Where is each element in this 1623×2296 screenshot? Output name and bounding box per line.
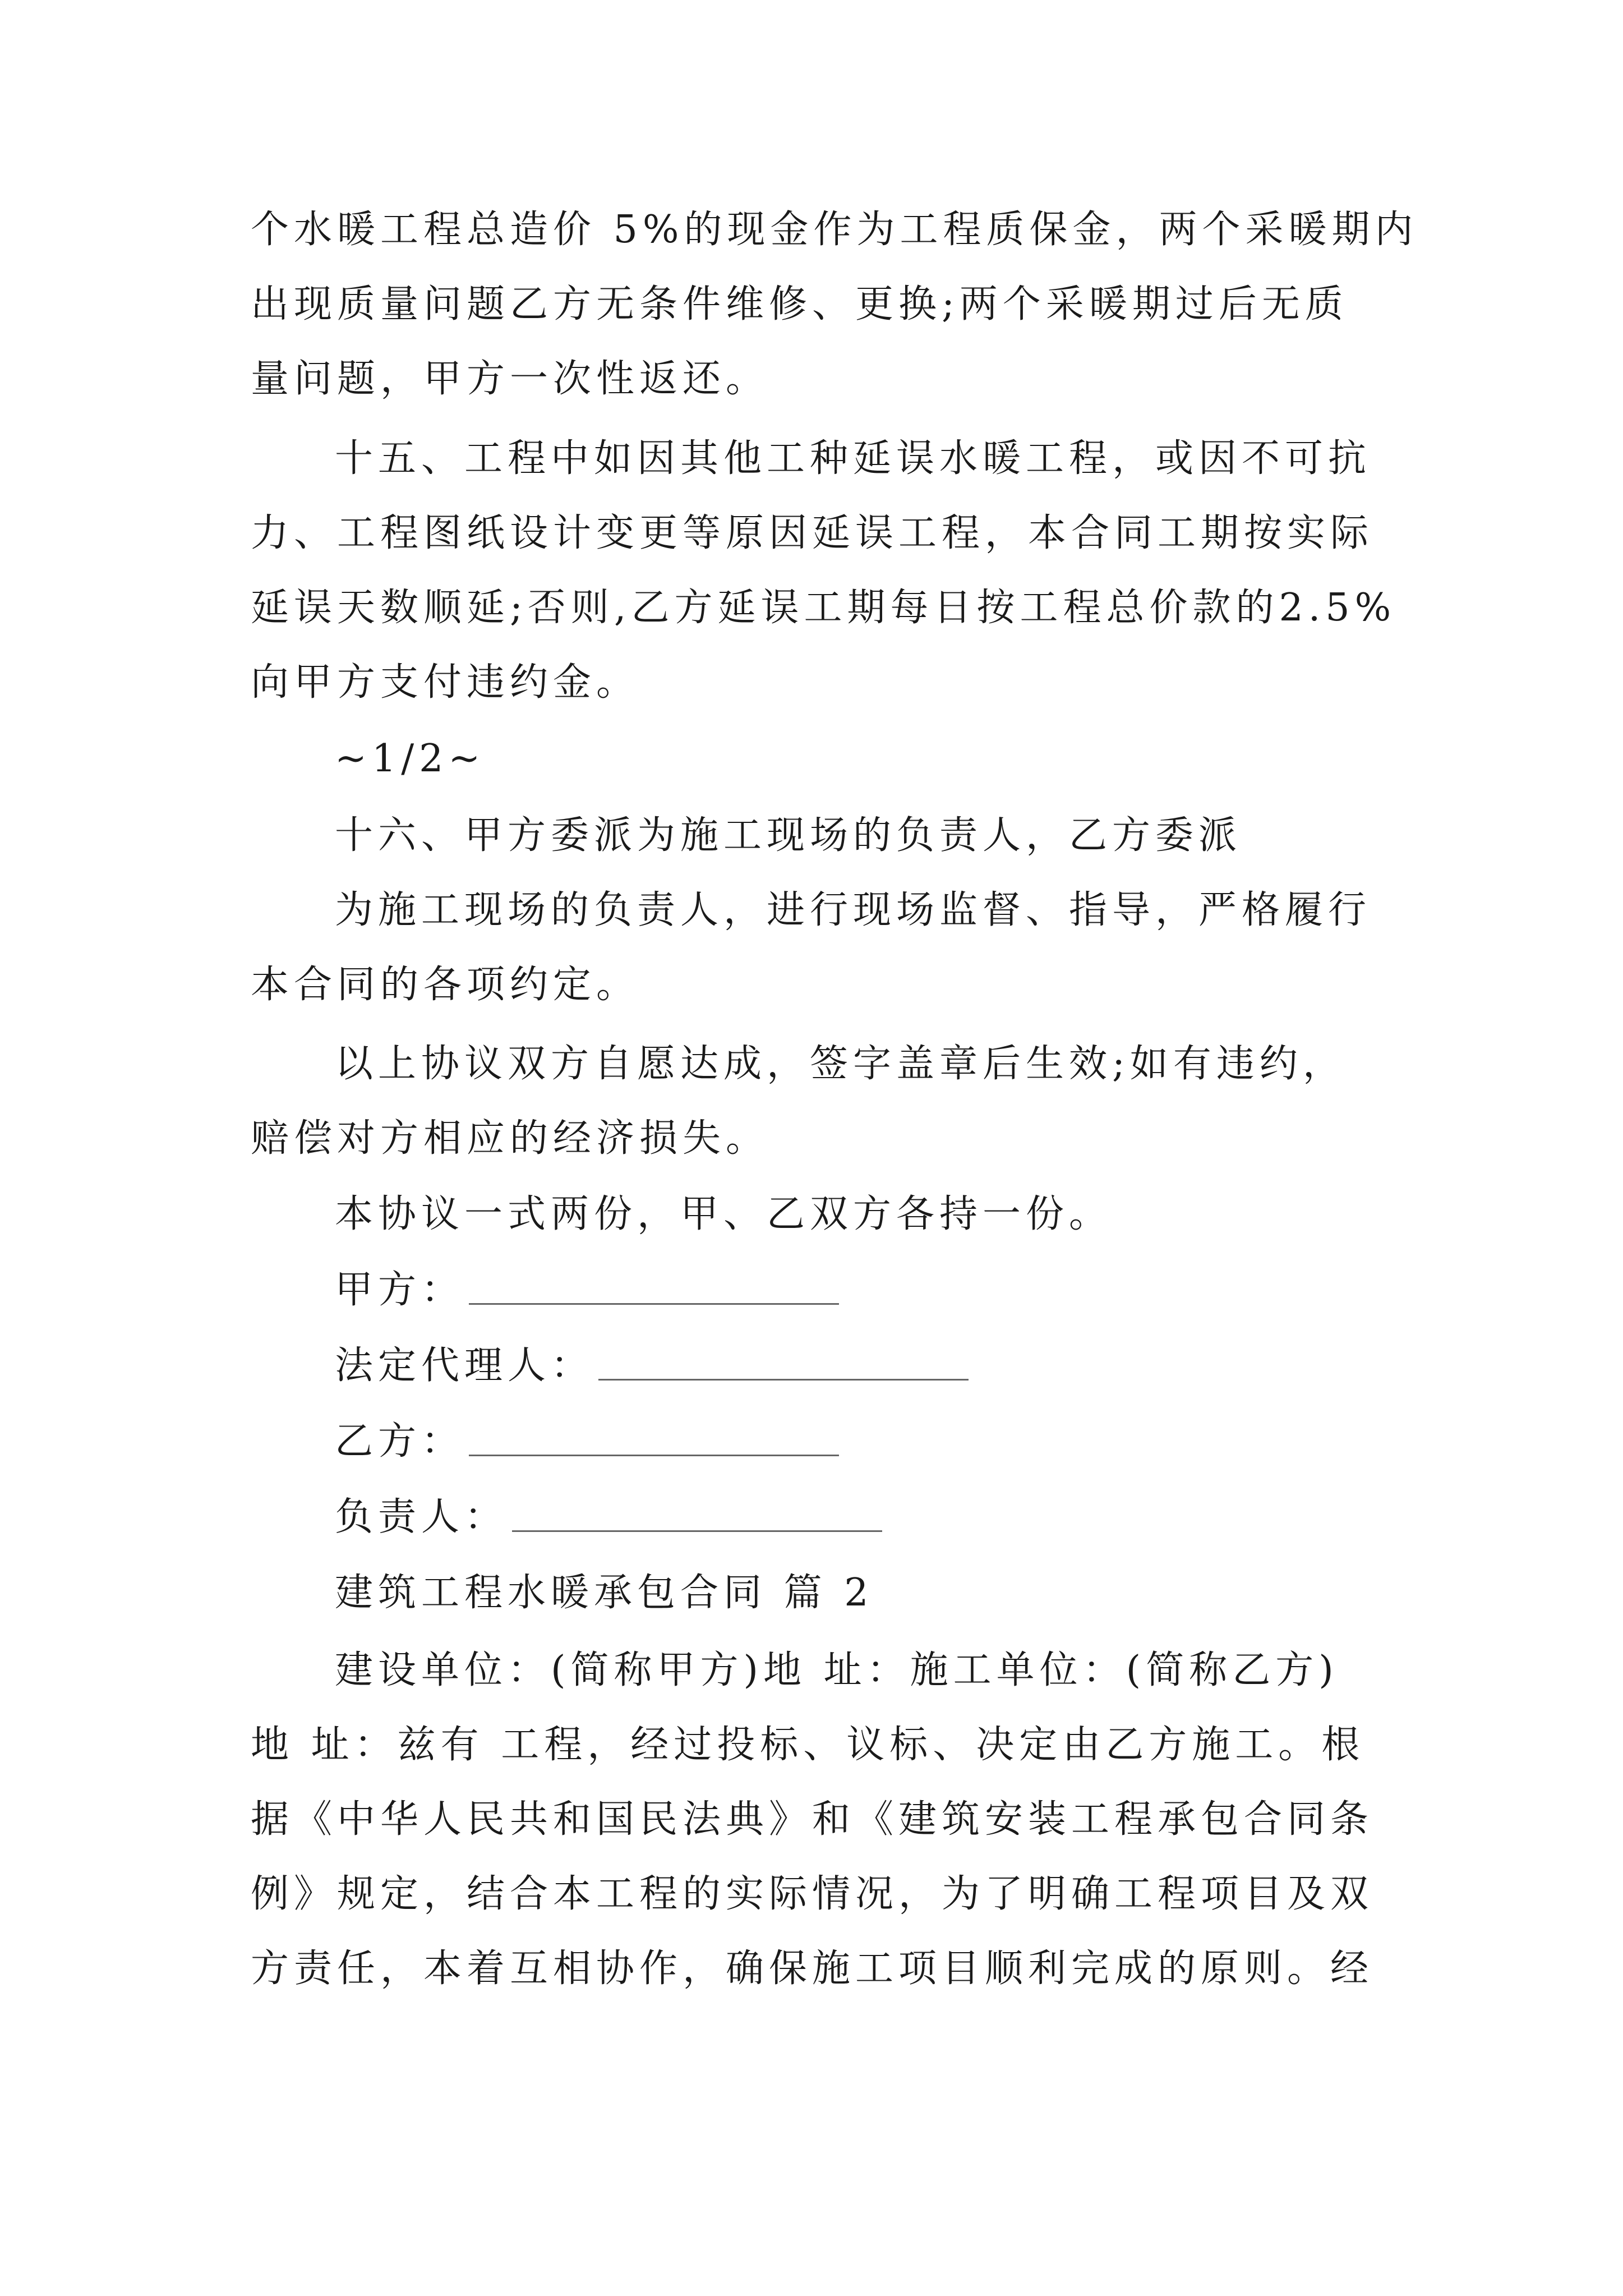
- paragraph-line: 本合同的各项约定。: [251, 963, 640, 1007]
- party-b-blank: [469, 1452, 839, 1456]
- paragraph-line: 量问题，甲方一次性返还。: [251, 357, 769, 401]
- paragraph-line: 赔偿对方相应的经济损失。: [251, 1116, 769, 1161]
- party-a-signature: [335, 1268, 839, 1313]
- responsible-signature: [335, 1495, 882, 1540]
- responsible-blank: [512, 1528, 882, 1532]
- paragraph-line: 建设单位：(简称甲方)地 址：施工单位：(简称乙方): [335, 1648, 1339, 1692]
- party-a-label: 甲方：: [335, 1268, 465, 1312]
- clause-15-line: 十五、工程中如因其他工种延误水暖工程，或因不可抗: [335, 436, 1372, 481]
- paragraph-line: 为施工现场的负责人，进行现场监督、指导，严格履行: [335, 888, 1372, 932]
- paragraph-line: 力、工程图纸设计变更等原因延误工程，本合同工期按实际: [251, 511, 1374, 555]
- paragraph-line: 出现质量问题乙方无条件维修、更换;两个采暖期过后无质: [251, 282, 1348, 326]
- paragraph-line: 延误天数顺延;否则,乙方延误工期每日按工程总价款的2.5%: [251, 586, 1396, 630]
- paragraph-line: 例》规定，结合本工程的实际情况，为了明确工程项目及双: [251, 1872, 1374, 1916]
- clause-16-line: 十六、甲方委派为施工现场的负责人，乙方委派: [335, 813, 1242, 858]
- agreement-line: 以上协议双方自愿达成，签字盖章后生效;如有违约，: [335, 1042, 1346, 1086]
- paragraph-line: 方责任，本着互相协作，确保施工项目顺利完成的原则。经: [251, 1947, 1374, 1991]
- paragraph-line: 向甲方支付违约金。: [251, 660, 640, 705]
- legal-rep-signature: [335, 1343, 969, 1388]
- paragraph-line: 据《中华人民共和国民法典》和《建筑安装工程承包合同条: [251, 1797, 1374, 1842]
- legal-rep-label: 法定代理人：: [335, 1343, 594, 1388]
- paragraph-line: 地 址：兹有 工程，经过投标、议标、决定由乙方施工。根: [251, 1723, 1365, 1767]
- party-a-blank: [469, 1301, 839, 1305]
- party-b-label: 乙方：: [335, 1419, 465, 1464]
- paragraph-line: 个水暖工程总造价 5%的现金作为工程质保金，两个采暖期内: [251, 208, 1418, 252]
- responsible-label: 负责人：: [335, 1495, 508, 1539]
- contract-title: 建筑工程水暖承包合同 篇 2: [335, 1571, 874, 1615]
- copies-line: 本协议一式两份，甲、乙双方各持一份。: [335, 1192, 1113, 1236]
- party-b-signature: [335, 1419, 839, 1464]
- page-marker: ~1/2~: [335, 737, 486, 781]
- legal-rep-blank: [598, 1377, 969, 1381]
